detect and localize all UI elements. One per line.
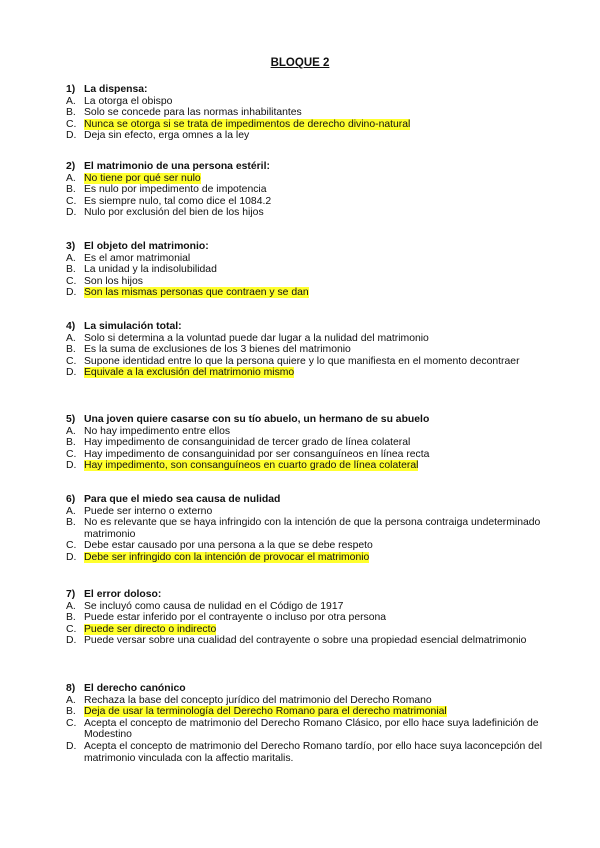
option-text: Deja sin efecto, erga omnes a la ley [84,130,250,142]
question-number: 2) [66,161,76,172]
highlighted-answer-text: Hay impedimento, son consanguíneos en cuarto grado de línea colateral [84,460,419,472]
answer-option [66,695,546,707]
answer-option [66,612,546,624]
question-number: 5) [66,414,76,425]
option-letter: A. [66,95,76,107]
option-letter: A. [66,505,76,517]
question-6 [66,494,546,564]
option-letter: A. [66,694,76,706]
option-letter: B. [66,612,76,624]
option-letter: A. [66,425,76,437]
option-letter: C. [66,448,77,460]
option-letter: B. [66,264,76,276]
option-text: Acepta el concepto de matrimonio del Derecho Romano Clásico, por ello hace suya ladefinición de Modestino [84,717,539,741]
highlighted-answer-text: Puede ser directo o indirecto [84,623,217,635]
answer-option-correct [66,287,546,299]
option-letter: C. [66,717,77,729]
option-text: Solo se concede para las normas inhabilitantes [84,107,302,119]
question-number: 8) [66,683,76,694]
option-letter: C. [66,355,77,367]
answer-option-correct [66,119,546,131]
option-text: Puede versar sobre una cualidad del contrayente o sobre una propiedad esencial delmatrimonio [84,635,527,647]
question-title [66,683,546,695]
option-text: Es el amor matrimonial [84,252,191,264]
question-number: 7) [66,589,76,600]
option-text: La unidad y la indisolubilidad [84,264,217,276]
option-text: No hay impedimento entre ellos [84,425,231,437]
question-3 [66,241,546,299]
option-letter: B. [66,107,76,119]
option-letter: D. [66,367,77,379]
question-number: 3) [66,241,76,252]
answer-option [66,196,546,208]
question-title [66,84,546,96]
question-title [66,589,546,601]
question-number: 1) [66,84,76,95]
option-text: Rechaza la base del concepto jurídico del matrimonio del Derecho Romano [84,694,432,706]
highlighted-answer-text: Nunca se otorga si se trata de impedimentos de derecho divino-natural [84,118,411,130]
option-text: Hay impedimento de consanguinidad de tercer grado de línea colateral [84,437,411,449]
option-text: Nulo por exclusión del bien de los hijos [84,207,264,219]
option-text: Es la suma de exclusiones de los 3 bienes del matrimonio [84,344,351,356]
highlighted-answer-text: Son las mismas personas que contraen y se dan [84,287,309,299]
answer-option-correct [66,173,546,185]
answer-option [66,506,546,518]
option-text: Puede estar inferido por el contrayente o incluso por otra persona [84,612,387,624]
answer-option [66,718,546,741]
answer-option-correct [66,552,546,564]
question-title [66,414,546,426]
option-text: La otorga el obispo [84,95,173,107]
option-letter: C. [66,275,77,287]
option-text: Hay impedimento de consanguinidad por ser consanguíneos en línea recta [84,448,430,460]
option-letter: C. [66,623,77,635]
question-1 [66,84,546,142]
answer-option [66,96,546,108]
option-letter: B. [66,184,76,196]
option-letter: A. [66,172,76,184]
option-letter: D. [66,287,77,299]
highlighted-answer-text: Equivale a la exclusión del matrimonio mismo [84,367,295,379]
answer-option [66,449,546,461]
question-title [66,161,546,173]
answer-option [66,107,546,119]
answer-option [66,184,546,196]
option-letter: A. [66,600,76,612]
question-title [66,321,546,333]
question-7 [66,589,546,647]
page-title: BLOQUE 2 [270,57,330,69]
answer-option [66,601,546,613]
question-5 [66,414,546,472]
answer-option [66,207,546,219]
question-number: 4) [66,321,76,332]
question-text: La dispensa: [84,84,148,95]
option-letter: A. [66,332,76,344]
option-letter: B. [66,437,76,449]
answer-option [66,333,546,345]
question-title [66,494,546,506]
option-text: Acepta el concepto de matrimonio del Derecho Romano tardío, por ello hace suya laconcepción del matrimonio vinculada con la affectio maritalis. [84,740,543,764]
question-text: El error doloso: [84,589,162,600]
option-text: Debe estar causado por una persona a la que se debe respeto [84,540,373,552]
answer-option [66,540,546,552]
answer-option [66,276,546,288]
option-letter: D. [66,635,77,647]
answer-option [66,517,546,540]
option-letter: A. [66,252,76,264]
option-letter: C. [66,195,77,207]
answer-option [66,264,546,276]
question-text: El objeto del matrimonio: [84,241,209,252]
question-text: Una joven quiere casarse con su tío abuelo, un hermano de su abuelo [84,414,430,425]
option-text: Puede ser interno o externo [84,505,213,517]
question-text: El derecho canónico [84,683,186,694]
answer-option [66,253,546,265]
option-letter: D. [66,130,77,142]
option-text: No es relevante que se haya infringido con la intención de que la persona contraiga undeterminado matrimonio [84,517,541,540]
question-4 [66,321,546,379]
question-text: La simulación total: [84,321,182,332]
answer-option-correct [66,706,546,718]
answer-option [66,437,546,449]
question-2 [66,161,546,219]
option-letter: B. [66,344,76,356]
option-text: Son los hijos [84,275,143,287]
answer-option [66,635,546,647]
option-letter: D. [66,740,77,752]
answer-option [66,130,546,142]
question-text: Para que el miedo sea causa de nulidad [84,494,281,505]
answer-option [66,356,546,368]
option-text: Es nulo por impedimento de impotencia [84,184,267,196]
option-text: Es siempre nulo, tal como dice el 1084.2 [84,195,272,207]
option-text: Supone identidad entre lo que la persona quiere y lo que manifiesta en el momento decontraer [84,355,520,367]
highlighted-answer-text: Deja de usar la terminología del Derecho Romano para el derecho matrimonial [84,706,447,718]
option-letter: C. [66,540,77,552]
answer-option-correct [66,367,546,379]
answer-option [66,426,546,438]
option-letter: D. [66,460,77,472]
option-letter: C. [66,118,77,130]
answer-option [66,344,546,356]
question-text: El matrimonio de una persona estéril: [84,161,270,172]
answer-option-correct [66,624,546,636]
option-text: Solo si determina a la voluntad puede dar lugar a la nulidad del matrimonio [84,332,429,344]
option-letter: B. [66,706,76,718]
option-letter: D. [66,551,77,563]
question-number: 6) [66,494,76,505]
question-title [66,241,546,253]
answer-option-correct [66,460,546,472]
option-letter: B. [66,517,76,529]
highlighted-answer-text: Debe ser infringido con la intención de provocar el matrimonio [84,551,370,563]
highlighted-answer-text: No tiene por qué ser nulo [84,172,201,184]
question-8 [66,683,546,764]
option-letter: D. [66,207,77,219]
answer-option [66,741,546,764]
option-text: Se incluyó como causa de nulidad en el Código de 1917 [84,600,344,612]
